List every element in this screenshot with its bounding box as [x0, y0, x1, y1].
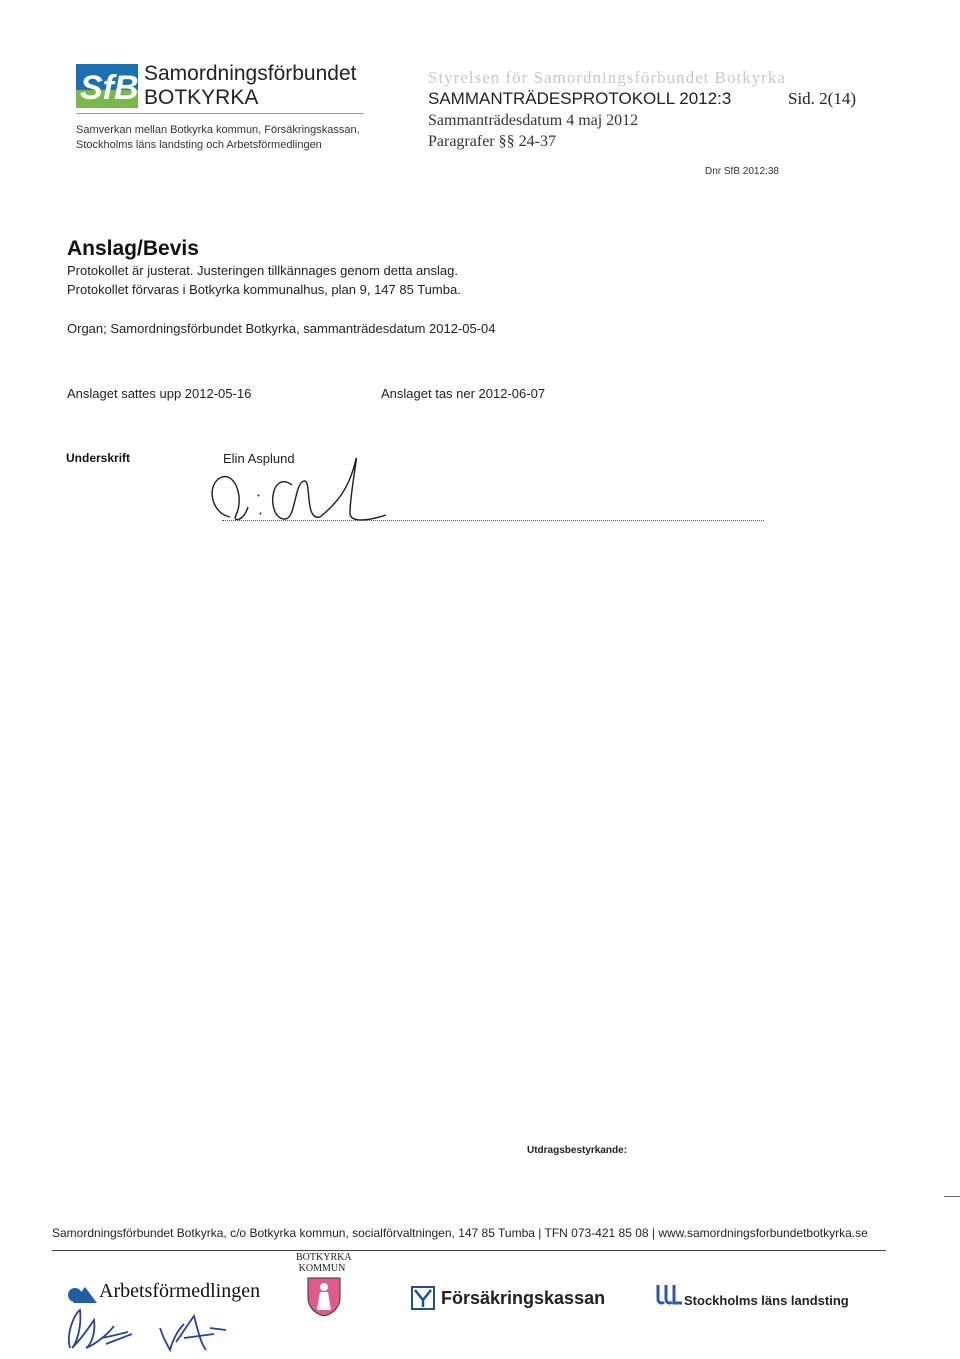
footer-address: Samordningsförbundet Botkyrka, c/o Botkyrka kommun, socialförvaltningen, 147 85 Tumba | TFN 073-421 85 08 | www.samordningsforbundetbotkyrka.se — [52, 1226, 868, 1240]
tagline — [76, 123, 360, 153]
notice-line-2: Protokollet förvaras i Botkyrka kommunalhus, plan 9, 147 85 Tumba. — [67, 282, 461, 297]
signatory-name: Elin Asplund — [223, 451, 295, 466]
signature-label: Underskrift — [66, 451, 131, 465]
organ-line: Organ; Samordningsförbundet Botkyrka, sammanträdesdatum 2012-05-04 — [67, 321, 496, 336]
botkyrka-label-line-2: KOMMUN — [298, 1263, 346, 1274]
extract-certification-label: Utdragsbestyrkande: — [527, 1145, 628, 1156]
svg-text:SfB: SfB — [80, 69, 138, 107]
landsting-name: Stockholms läns landsting — [684, 1293, 849, 1308]
removal-date: Anslaget tas ner 2012-06-07 — [381, 386, 546, 401]
org-sub: BOTKYRKA — [144, 86, 259, 109]
forsakringskassan-name: Försäkringskassan — [441, 1288, 606, 1308]
paragraph-range: Paragrafer §§ 24-37 — [428, 133, 556, 150]
forsakringskassan-logo-icon — [411, 1286, 435, 1315]
tagline-line-2: Stockholms läns landsting och Arbetsförmedlingen — [76, 139, 322, 151]
protocol-number: SAMMANTRÄDESPROTOKOLL 2012:3 — [428, 89, 732, 108]
org-name: Samordningsförbundet — [144, 62, 357, 85]
notice-line-1: Protokollet är justerat. Justeringen tillkännages genom detta anslag. — [67, 263, 458, 278]
posted-date: Anslaget sattes upp 2012-05-16 — [67, 386, 252, 401]
signature-line — [222, 520, 764, 521]
meeting-date: Sammanträdesdatum 4 maj 2012 — [428, 112, 639, 129]
notice-heading: Anslag/Bevis — [67, 237, 199, 260]
handwritten-initials — [56, 1304, 236, 1359]
divider — [76, 113, 364, 114]
edge-mark — [944, 1196, 960, 1197]
page-number: Sid. 2(14) — [788, 89, 856, 108]
arbetsformedlingen-name: Arbetsförmedlingen — [99, 1280, 261, 1302]
botkyrka-crest-icon — [306, 1276, 342, 1321]
footer-divider — [52, 1250, 886, 1251]
landsting-logo-icon — [654, 1283, 682, 1312]
sfb-logo — [76, 64, 138, 108]
botkyrka-label-line-1: BOTKYRKA — [296, 1252, 352, 1263]
registration-number: Dnr SfB 2012:38 — [705, 166, 779, 177]
board-title: Styrelsen för Samordningsförbundet Botkyrka — [428, 68, 786, 87]
tagline-line-1: Samverkan mellan Botkyrka kommun, Försäkringskassan, — [76, 124, 360, 136]
handwritten-signature — [200, 455, 400, 535]
botkyrka-kommun-label — [296, 1252, 352, 1274]
